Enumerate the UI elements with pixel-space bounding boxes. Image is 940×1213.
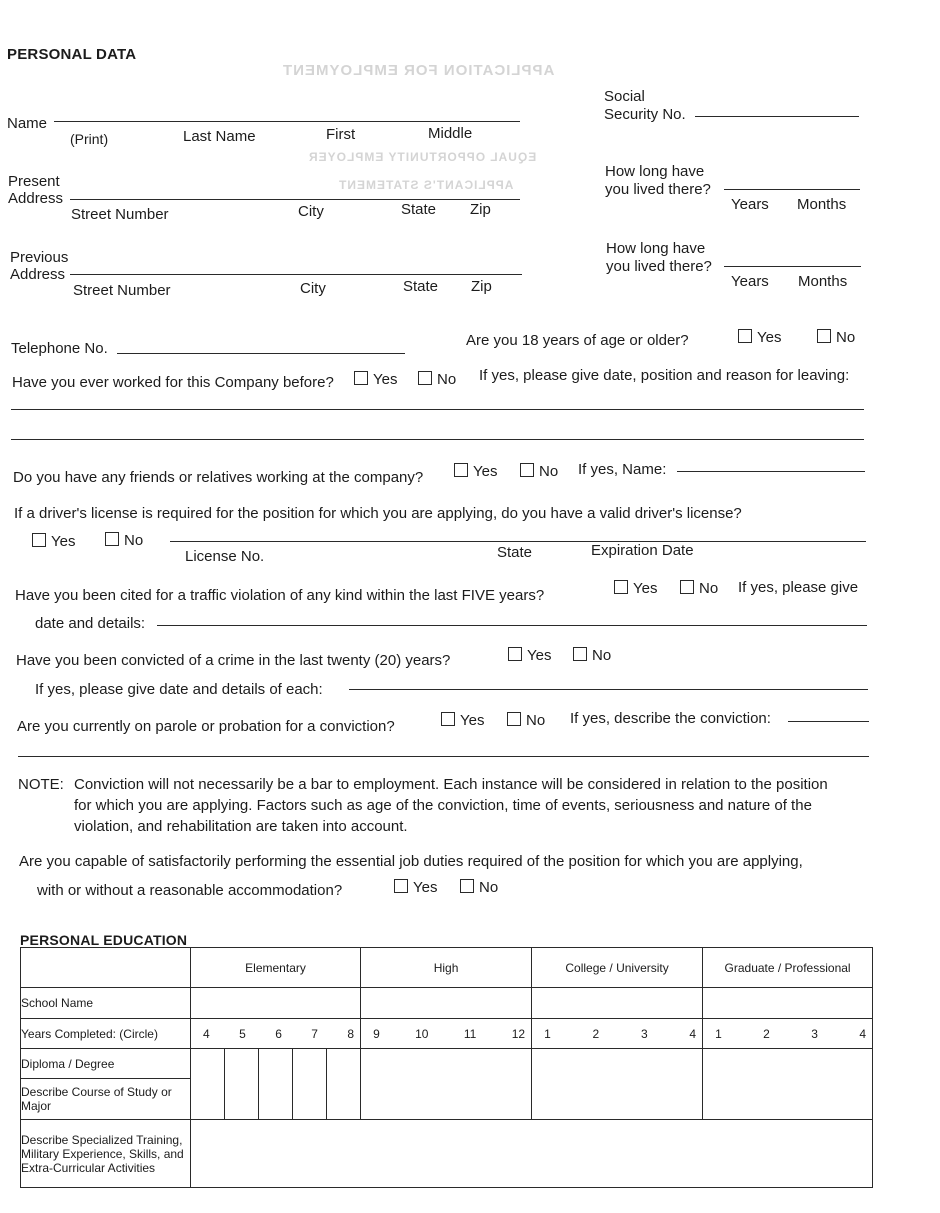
crime-question: Have you been convicted of a crime in the last twenty (20) years? (16, 652, 451, 669)
license-no-option[interactable] (105, 532, 143, 549)
years-elementary-options (191, 1027, 360, 1041)
friends-question: Do you have any friends or relatives working at the company? (13, 469, 424, 486)
elementary-grade-cell[interactable] (293, 1049, 327, 1120)
name-label: Name (7, 115, 48, 132)
friends-yes-option[interactable] (454, 463, 497, 480)
year-option[interactable]: 9 (373, 1026, 380, 1041)
present-months-caption: Months (797, 196, 847, 213)
checkbox-icon[interactable] (441, 712, 455, 726)
name-middle-caption: Middle (428, 125, 473, 142)
course-label: Describe Course of Study or Major (21, 1079, 191, 1120)
previous-years-caption: Years (731, 273, 769, 290)
capable-question-line2: with or without a reasonable accommodation? (37, 882, 343, 899)
ssn-label-line1: Social (604, 88, 645, 105)
school-name-elementary-cell[interactable] (191, 988, 361, 1019)
parole-no-option[interactable] (507, 712, 545, 729)
year-option[interactable]: 8 (347, 1026, 355, 1041)
traffic-no-label: No (699, 580, 719, 597)
present-state-caption: State (401, 201, 437, 218)
license-question: If a driver's license is required for the position for which you are applying, do you have a valid driver's license? (14, 505, 742, 522)
present-address-label-line1: Present (8, 173, 60, 190)
checkbox-icon[interactable] (354, 371, 368, 385)
crime-no-option[interactable] (573, 647, 611, 664)
ssn-field[interactable] (695, 116, 859, 117)
crime-yes-label: Yes (527, 647, 552, 664)
friends-no-option[interactable] (520, 463, 558, 480)
year-option[interactable]: 3 (640, 1026, 648, 1041)
traffic-ifyes-label: If yes, please give (738, 579, 859, 596)
parole-ifyes-label: If yes, describe the conviction: (570, 710, 771, 727)
education-table (20, 947, 873, 1188)
years-college-options (532, 1027, 702, 1041)
worked-before-no-label: No (437, 371, 457, 388)
crime-yes-option[interactable] (508, 647, 551, 664)
checkbox-icon[interactable] (520, 463, 534, 477)
age-yes-option[interactable] (738, 329, 781, 346)
previous-months-caption: Months (798, 273, 848, 290)
license-yes-label: Yes (51, 533, 76, 550)
age-no-label: No (836, 329, 856, 346)
present-address-label-line2: Address (8, 190, 64, 207)
previous-state-caption: State (403, 278, 439, 295)
checkbox-icon[interactable] (614, 580, 628, 594)
diploma-college-cell[interactable] (532, 1049, 703, 1120)
worked-before-details-line-1[interactable] (11, 409, 864, 410)
previous-address-label-line2: Address (10, 266, 66, 283)
year-option[interactable]: 4 (689, 1026, 697, 1041)
parole-no-label: No (526, 712, 546, 729)
name-print-caption: (Print) (70, 131, 109, 147)
previous-address-field[interactable] (70, 274, 522, 275)
previous-address-label-line1: Previous (10, 249, 69, 266)
checkbox-icon[interactable] (105, 532, 119, 546)
age-yes-label: Yes (757, 329, 782, 346)
education-corner-cell (21, 948, 191, 988)
note-text-line2: for which you are applying. Factors such as age of the conviction, time of events, seriousness and nature of the (74, 797, 812, 814)
name-first-caption: First (326, 126, 356, 143)
capable-question-line1: Are you capable of satisfactorily performing the essential job duties required of the position for which you are applying, (19, 853, 803, 870)
checkbox-icon[interactable] (738, 329, 752, 343)
diploma-high-cell[interactable] (361, 1049, 532, 1120)
crime-details-field[interactable] (349, 689, 868, 690)
elementary-grade-cell[interactable] (327, 1049, 361, 1120)
parole-yes-option[interactable] (441, 712, 484, 729)
present-address-field[interactable] (70, 199, 520, 200)
checkbox-icon[interactable] (418, 371, 432, 385)
training-label: Describe Specialized Training, Military Experience, Skills, and Extra-Curricular Activities (21, 1120, 191, 1188)
capable-yes-option[interactable] (394, 879, 437, 896)
col-high: High (361, 948, 532, 988)
years-graduate-options (703, 1027, 872, 1041)
year-option[interactable]: 2 (592, 1026, 600, 1041)
years-completed-label: Years Completed: (Circle) (21, 1019, 191, 1049)
parole-yes-label: Yes (460, 712, 485, 729)
worked-before-no-option[interactable] (418, 371, 456, 388)
note-text-line1: Conviction will not necessarily be a bar to employment. Each instance will be considered in relation to the position (74, 776, 828, 793)
friends-name-field[interactable] (677, 471, 865, 472)
traffic-question: Have you been cited for a traffic violation of any kind within the last FIVE years? (15, 587, 545, 604)
years-elementary-cell (191, 1019, 361, 1049)
previous-zip-caption: Zip (471, 278, 492, 295)
worked-before-yes-label: Yes (373, 371, 398, 388)
present-street-caption: Street Number (71, 206, 169, 223)
telephone-field[interactable] (117, 353, 405, 354)
name-last-caption: Last Name (183, 128, 256, 145)
years-high-options (361, 1027, 531, 1041)
checkbox-icon[interactable] (454, 463, 468, 477)
year-option[interactable]: 1 (715, 1026, 722, 1041)
traffic-details-label: date and details: (35, 615, 146, 632)
year-option[interactable]: 12 (511, 1026, 526, 1041)
friends-yes-label: Yes (473, 463, 498, 480)
present-zip-caption: Zip (470, 201, 491, 218)
col-college: College / University (532, 948, 703, 988)
elementary-grade-cell[interactable] (225, 1049, 259, 1120)
bleed-through-subtitle-2: APPLICANT'S STATEMENT (338, 178, 514, 192)
license-field[interactable] (170, 541, 866, 542)
worked-before-ifyes: If yes, please give date, position and reason for leaving: (479, 367, 850, 384)
capable-no-label: No (479, 879, 499, 896)
crime-no-label: No (592, 647, 612, 664)
parole-describe-field[interactable] (788, 721, 869, 722)
present-howlong-line1: How long have (605, 163, 705, 180)
previous-street-caption: Street Number (73, 282, 171, 299)
age-question: Are you 18 years of age or older? (466, 332, 689, 349)
diploma-label: Diploma / Degree (21, 1049, 191, 1079)
friends-ifyes-label: If yes, Name: (578, 461, 667, 478)
elementary-grade-cell[interactable] (191, 1049, 225, 1120)
age-no-option[interactable] (817, 329, 855, 346)
years-completed-row (21, 1019, 873, 1049)
col-elementary: Elementary (191, 948, 361, 988)
year-option[interactable]: 4 (203, 1026, 210, 1041)
worked-before-question: Have you ever worked for this Company before? (12, 374, 334, 391)
checkbox-icon[interactable] (460, 879, 474, 893)
elementary-grade-cell[interactable] (259, 1049, 293, 1120)
training-field[interactable] (191, 1120, 873, 1188)
traffic-yes-label: Yes (633, 580, 658, 597)
year-option[interactable]: 7 (311, 1026, 318, 1041)
license-state-caption: State (497, 544, 533, 561)
present-howlong-line2: you lived there? (605, 181, 711, 198)
capable-yes-label: Yes (413, 879, 438, 896)
school-name-graduate-cell[interactable] (703, 988, 873, 1019)
year-option[interactable]: 11 (463, 1026, 477, 1041)
previous-howlong-line2: you lived there? (606, 258, 712, 275)
previous-howlong-line1: How long have (606, 240, 706, 257)
year-option[interactable]: 5 (239, 1026, 246, 1041)
year-option[interactable]: 3 (811, 1026, 818, 1041)
section-title-personal-education: PERSONAL EDUCATION (20, 932, 188, 948)
school-name-college-cell[interactable] (532, 988, 703, 1019)
friends-no-label: No (539, 463, 559, 480)
present-city-caption: City (298, 203, 324, 220)
col-graduate: Graduate / Professional (703, 948, 873, 988)
school-name-row (21, 988, 873, 1019)
previous-howlong-field[interactable] (724, 266, 861, 267)
present-howlong-field[interactable] (724, 189, 860, 190)
bleed-through-title: APPLICATION FOR EMPLOYMENT (282, 62, 555, 79)
checkbox-icon[interactable] (507, 712, 521, 726)
traffic-no-option[interactable] (680, 580, 718, 597)
checkbox-icon[interactable] (508, 647, 522, 661)
year-option[interactable]: 10 (415, 1026, 429, 1041)
checkbox-icon[interactable] (680, 580, 694, 594)
years-high-cell (361, 1019, 532, 1049)
crime-details-label: If yes, please give date and details of each: (35, 681, 323, 698)
traffic-details-field[interactable] (157, 625, 867, 626)
previous-city-caption: City (300, 280, 326, 297)
year-option[interactable]: 6 (275, 1026, 282, 1041)
license-no-label: No (124, 532, 144, 549)
worked-before-details-line-2[interactable] (11, 439, 864, 440)
bleed-through-subtitle: EQUAL OPPORTUNITY EMPLOYER (308, 150, 537, 164)
license-yes-option[interactable] (32, 533, 75, 550)
parole-describe-field-2[interactable] (18, 756, 869, 757)
present-years-caption: Years (731, 196, 769, 213)
checkbox-icon[interactable] (32, 533, 46, 547)
note-text-line3: violation, and rehabilitation are taken into account. (74, 818, 408, 835)
year-option[interactable]: 1 (544, 1026, 551, 1041)
note-label: NOTE: (18, 776, 64, 793)
traffic-yes-option[interactable] (614, 580, 657, 597)
years-graduate-cell (703, 1019, 873, 1049)
school-name-label: School Name (21, 988, 191, 1019)
training-row (21, 1120, 873, 1188)
section-title-personal-data: PERSONAL DATA (7, 46, 137, 63)
license-number-caption: License No. (185, 548, 265, 565)
checkbox-icon[interactable] (573, 647, 587, 661)
checkbox-icon[interactable] (394, 879, 408, 893)
school-name-high-cell[interactable] (361, 988, 532, 1019)
worked-before-yes-option[interactable] (354, 371, 397, 388)
year-option[interactable]: 4 (859, 1026, 867, 1041)
education-header-row (21, 948, 873, 988)
capable-no-option[interactable] (460, 879, 498, 896)
checkbox-icon[interactable] (817, 329, 831, 343)
ssn-label-line2: Security No. (604, 106, 686, 123)
license-expiration-caption: Expiration Date (591, 542, 694, 559)
diploma-row (21, 1049, 873, 1079)
diploma-graduate-cell[interactable] (703, 1049, 873, 1120)
year-option[interactable]: 2 (763, 1026, 770, 1041)
parole-question: Are you currently on parole or probation for a conviction? (17, 718, 395, 735)
years-college-cell (532, 1019, 703, 1049)
telephone-label: Telephone No. (11, 340, 108, 357)
name-field[interactable] (54, 121, 520, 122)
